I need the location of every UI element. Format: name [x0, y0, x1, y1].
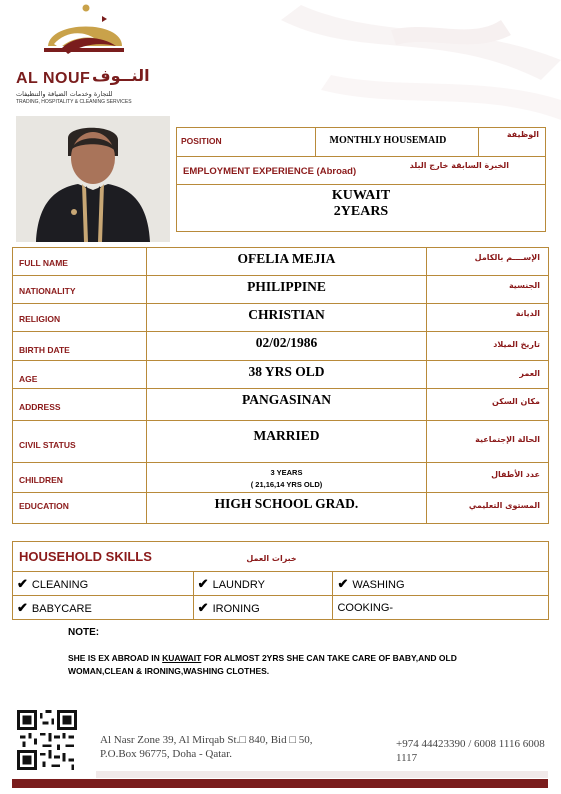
skills-header-cell — [13, 542, 549, 572]
note-label: NOTE: — [68, 627, 100, 638]
footer-divider — [96, 771, 548, 778]
experience-label: EMPLOYMENT EXPERIENCE (Abroad) — [183, 166, 357, 177]
household-skills-table — [12, 541, 549, 620]
person-photo-icon — [16, 116, 170, 242]
experience-duration: 2YEARS — [333, 204, 389, 219]
position-label-ar: الوظيفة — [506, 130, 539, 139]
company-address — [100, 733, 313, 761]
detail-row — [13, 389, 549, 421]
detail-label-ar: العمر — [519, 369, 540, 378]
watermark-graphic — [241, 0, 561, 140]
address-line-2: P.O.Box 96775, Doha - Qatar. — [100, 748, 232, 760]
detail-label-ar: الإســــم بالكامل — [474, 253, 540, 262]
skill-item: ✔ CLEANING — [13, 572, 194, 596]
checkmark-icon: ✔ — [17, 599, 28, 615]
personal-details-table — [12, 247, 549, 524]
detail-label: ADDRESS — [19, 402, 61, 412]
detail-label: CIVIL STATUS — [19, 440, 76, 450]
detail-label-ar: تاريخ الميلاد — [493, 340, 540, 349]
company-phone: +974 44423390 / 6008 1116 6008 1117 — [396, 738, 545, 764]
position-value: MONTHLY HOUSEMAID — [329, 135, 447, 146]
detail-row — [13, 493, 549, 524]
detail-value: CHRISTIAN — [248, 307, 325, 322]
detail-row — [13, 421, 549, 463]
detail-label-ar: الحالة الإجتماعية — [475, 435, 540, 444]
children-ages: ( 21,16,14 YRS OLD) — [250, 480, 323, 489]
detail-label: BIRTH DATE — [19, 345, 70, 355]
detail-value: OFELIA MEJIA — [237, 251, 336, 266]
experience-value-cell — [177, 185, 546, 232]
detail-value: 38 YRS OLD — [248, 364, 325, 379]
skill-item: ✔ IRONING — [193, 596, 333, 620]
experience-label-cell — [177, 157, 546, 185]
detail-label-ar: المستوى التعليمي — [468, 501, 540, 510]
detail-row — [13, 248, 549, 276]
company-name-en: AL NOUF — [16, 70, 91, 87]
position-table — [176, 127, 546, 232]
detail-label: NATIONALITY — [19, 286, 76, 296]
company-logo — [14, 2, 149, 106]
detail-row — [13, 463, 549, 493]
detail-label-ar: عدد الأطفال — [491, 470, 540, 479]
detail-value: PANGASINAN — [241, 392, 331, 407]
position-label-cell — [177, 128, 316, 157]
detail-label-ar: مكان السكن — [492, 397, 540, 406]
detail-row — [13, 276, 549, 304]
skill-item: ✔ WASHING — [333, 572, 549, 596]
checkmark-icon: ✔ — [337, 575, 349, 591]
position-label-ar-cell — [479, 128, 546, 157]
detail-row — [13, 304, 549, 332]
address-line-1: Al Nasr Zone 39, Al Mirqab St.□ 840, Bid □ 50, — [100, 734, 313, 746]
qr-code-icon — [17, 710, 77, 770]
company-tagline-en: TRADING, HOSPITALITY & CLEANING SERVICES — [16, 99, 132, 105]
detail-label-ar: الجنسية — [508, 281, 540, 290]
detail-label-ar: الديانة — [515, 309, 540, 318]
position-label: POSITION — [181, 136, 222, 146]
skill-item: ✔ LAUNDRY — [193, 572, 333, 596]
experience-label-ar: الخبرة السابقة خارج البلد — [409, 161, 509, 170]
skills-title: HOUSEHOLD SKILLS — [19, 548, 152, 564]
experience-country: KUWAIT — [331, 188, 391, 203]
skill-item: ✔ BABYCARE — [13, 596, 194, 620]
detail-value: PHILIPPINE — [247, 279, 326, 294]
checkmark-icon: ✔ — [197, 575, 209, 591]
checkmark-icon: ✔ — [197, 599, 209, 615]
applicant-photo — [16, 116, 170, 242]
cloche-logo-icon — [42, 2, 126, 64]
detail-value: 02/02/1986 — [255, 335, 318, 350]
detail-row — [13, 361, 549, 389]
note-text: SHE IS EX ABROAD IN KUAWAIT FOR ALMOST 2YRS SHE CAN TAKE CARE OF BABY,AND OLD WOMAN,CLEAN & IRONING,WASHING CLOTHES. — [68, 653, 457, 676]
detail-value: MARRIED — [253, 428, 320, 443]
detail-label: FULL NAME — [19, 258, 68, 268]
company-tagline-ar: للتجارة وخدمات الضيافة والتنظيفات — [16, 90, 113, 98]
skill-item: COOKING- — [333, 596, 549, 620]
company-name-ar: النــوف — [92, 66, 150, 85]
detail-label: AGE — [19, 374, 38, 384]
note-highlight: KUAWAIT — [162, 653, 202, 663]
position-value-cell — [315, 128, 479, 157]
detail-value: HIGH SCHOOL GRAD. — [214, 496, 359, 511]
skills-title-ar: خبرات العمل — [246, 553, 297, 563]
children-count: 3 YEARS — [270, 468, 303, 477]
detail-label: EDUCATION — [19, 501, 69, 511]
detail-label: RELIGION — [19, 314, 61, 324]
detail-label: CHILDREN — [19, 475, 63, 485]
footer-bar — [12, 779, 548, 788]
checkmark-icon: ✔ — [17, 575, 28, 591]
detail-row — [13, 332, 549, 361]
